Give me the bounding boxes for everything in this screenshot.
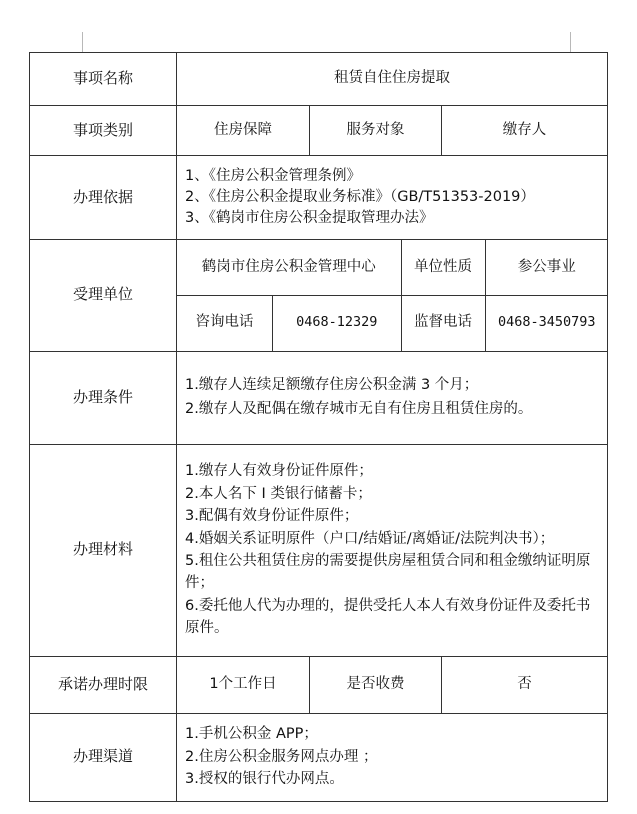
consult-phone-label: 咨询电话 bbox=[177, 296, 273, 351]
supervise-phone-label: 监督电话 bbox=[401, 295, 485, 351]
materials-label: 办理材料 bbox=[30, 444, 177, 656]
basis-label: 办理依据 bbox=[30, 156, 177, 240]
channels-content bbox=[177, 713, 608, 801]
row-item-category bbox=[30, 106, 608, 156]
condition-line: 1.缴存人连续足额缴存住房公积金满 3 个月； bbox=[185, 377, 479, 394]
basis-line: 1、《住房公积金管理条例》 bbox=[185, 167, 361, 184]
basis-line: 2、《住房公积金提取业务标准》（GB/T51353-2019） bbox=[185, 188, 535, 205]
material-line: 2.本人名下 I 类银行储蓄卡； bbox=[185, 485, 372, 502]
unit-name: 鹤岗市住房公积金管理中心 bbox=[177, 240, 401, 295]
supervise-phone-number: 0468-3450793 bbox=[485, 295, 608, 351]
channel-line: 1.手机公积金 APP； bbox=[185, 726, 318, 743]
time-limit-label: 承诺办理时限 bbox=[30, 656, 177, 713]
service-target-label: 服务对象 bbox=[310, 106, 442, 156]
unit-nature-label: 单位性质 bbox=[401, 240, 485, 295]
row-basis bbox=[30, 156, 608, 240]
channels-label: 办理渠道 bbox=[30, 713, 177, 801]
condition-line: 2.缴存人及配偶在缴存城市无自有住房且租赁住房的。 bbox=[185, 400, 533, 417]
item-name-label: 事项名称 bbox=[30, 53, 177, 106]
row-materials bbox=[30, 444, 608, 656]
basis-line: 3、《鹤岗市住房公积金提取管理办法》 bbox=[185, 210, 434, 226]
basis-content bbox=[177, 156, 608, 240]
channel-line: 2.住房公积金服务网点办理 ； bbox=[185, 748, 378, 765]
time-limit-value: 1个工作日 bbox=[177, 656, 310, 713]
page-corner-mark-left bbox=[67, 32, 83, 53]
accepting-unit-label: 受理单位 bbox=[30, 240, 177, 352]
material-line: 1.缴存人有效身份证件原件； bbox=[185, 463, 373, 480]
unit-detail-grid bbox=[177, 240, 608, 351]
row-accepting-unit bbox=[30, 240, 608, 352]
item-category-value: 住房保障 bbox=[177, 106, 310, 156]
page-corner-mark-right bbox=[570, 32, 589, 53]
conditions-label: 办理条件 bbox=[30, 351, 177, 444]
fee-label: 是否收费 bbox=[310, 656, 442, 713]
service-info-table bbox=[29, 52, 608, 802]
materials-content bbox=[177, 444, 608, 656]
conditions-content bbox=[177, 351, 608, 444]
material-line: 3.配偶有效身份证件原件； bbox=[185, 508, 359, 525]
service-target-value: 缴存人 bbox=[442, 106, 608, 156]
row-time-limit bbox=[30, 656, 608, 713]
row-conditions bbox=[30, 351, 608, 444]
fee-value: 否 bbox=[442, 656, 608, 713]
row-channels bbox=[30, 713, 608, 801]
material-line: 5.租住公共租赁住房的需要提供房屋租赁合同和租金缴纳证明原件； bbox=[185, 553, 591, 592]
material-line: 6.委托他人代为办理的，提供受托人本人有效身份证件及委托书原件。 bbox=[185, 597, 591, 637]
unit-nature-value: 参公事业 bbox=[485, 240, 608, 295]
consult-phone-number: 0468-12329 bbox=[296, 314, 378, 331]
item-name-value: 租赁自住住房提取 bbox=[177, 53, 608, 106]
row-item-name bbox=[30, 53, 608, 106]
item-category-label: 事项类别 bbox=[30, 106, 177, 156]
channel-line: 3.授权的银行代办网点。 bbox=[185, 771, 344, 788]
material-line: 4.婚姻关系证明原件（户口/结婚证/离婚证/法院判决书）； bbox=[185, 530, 555, 547]
